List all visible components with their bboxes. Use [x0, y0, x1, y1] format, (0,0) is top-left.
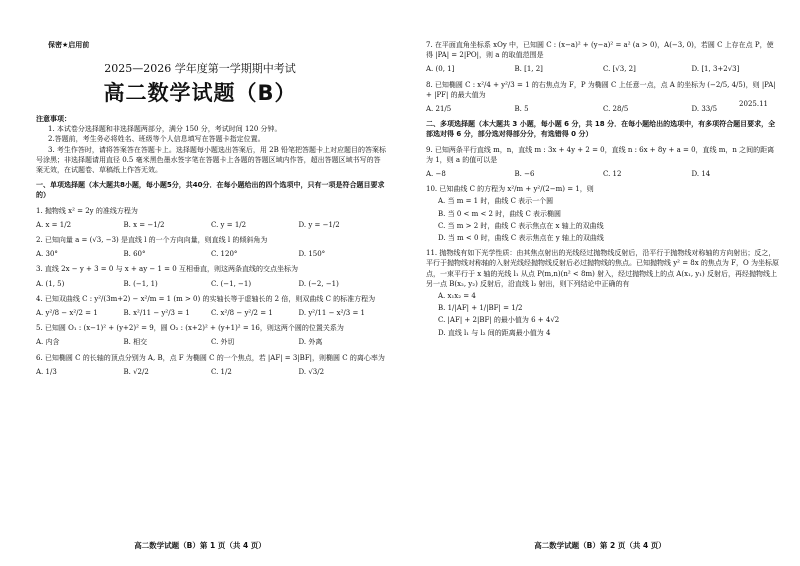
option-row — [36, 220, 386, 230]
question-stem: 8. 已知椭圆 C : x²/4 + y²/3 = 1 的右焦点为 F，P 为椭圆 C 上任意一点，点 A 的坐标为 (−2/5, 4/5)，则 |PA| + |PF| 的最大值为 — [426, 80, 776, 99]
option-c: C. (−1, −1) — [211, 279, 252, 288]
option-d: D. (−2, −1) — [298, 279, 339, 288]
option-row — [426, 169, 780, 179]
option-b: B. [1, 2] — [514, 65, 543, 74]
option-d: D. [1, 3+2√3] — [691, 65, 740, 74]
option-a: A. x = 1/2 — [36, 220, 72, 229]
question-9 — [426, 145, 780, 180]
question-5 — [36, 323, 386, 347]
option-row — [426, 64, 780, 74]
question-11 — [426, 248, 780, 338]
page-footer-right: 高二数学试题（B）第 2 页（共 4 页） — [534, 541, 666, 550]
option-b: B. 相交 — [123, 338, 148, 347]
note-item: 3. 考生作答时，请将答案答在答题卡上。选择题每小题选出答案后，用 2B 铅笔把答题卡上对应题目的答案标号涂黑；非选择题请用直径 0.5 毫米黑色墨水签字笔在答题卡上各题的答题区域内作答，超出答题区域书写的答案无效，在试题卷、草稿纸上作答无效。 — [36, 145, 386, 175]
option-c: C. 12 — [603, 170, 622, 179]
question-stem: 9. 已知两条平行直线 m，n，直线 m : 3x + 4y + 2 = 0，直线 n : 6x + 8y + a = 0，直线 m，n 之间的距离为 1，则 a 的值可以是 — [426, 145, 775, 164]
question-4 — [36, 294, 386, 318]
option-b: B. −6 — [514, 170, 535, 179]
option-d: D. 33/5 — [691, 105, 718, 114]
option-b: B. x²/11 − y²/3 = 1 — [123, 309, 190, 318]
option-c: C. x²/8 − y²/2 = 1 — [211, 309, 273, 318]
option-b: B. x = −1/2 — [123, 220, 165, 229]
exam-title: 高二数学试题（B） — [103, 81, 297, 105]
option-row — [36, 249, 386, 259]
section2-heading: 二、多项选择题（本大题共 3 小题，每小题 6 分，共 18 分．在每小题给出的选项中，有多项符合题目要求，全部选对得 6 分，部分选对得部分分，有选错得 0 分） — [426, 120, 776, 139]
option-d: D. √3/2 — [298, 367, 325, 376]
question-stem: 2. 已知向量 a = (√3, −3) 是直线 l 的一个方向向量，则直线 l 的倾斜角为 — [36, 236, 268, 245]
option-row — [36, 308, 386, 318]
option-b: B. √2/2 — [123, 367, 149, 376]
notes-heading: 注意事项： — [36, 115, 71, 123]
option-a: A. 当 m = 1 时，曲线 C 表示一个圆 — [438, 197, 554, 206]
option-b: B. 当 0 < m < 2 时，曲线 C 表示椭圆 — [438, 209, 562, 218]
option-c: C. 28/5 — [603, 105, 629, 114]
option-b: B. 60° — [123, 250, 146, 259]
option-d: D. 当 m < 0 时，曲线 C 表示焦点在 y 轴上的双曲线 — [438, 234, 604, 243]
question-stem: 3. 直线 2x − y + 3 = 0 与 x + ay − 1 = 0 互相垂直，则这两条直线的交点坐标为 — [36, 265, 298, 274]
question-3 — [36, 264, 386, 288]
note-item: 2.答题前，考生务必将姓名、班级等个人信息填写在答题卡指定位置。 — [48, 135, 265, 144]
question-6 — [36, 353, 386, 377]
option-b: B. 1/|AF| + 1/|BF| = 1/2 — [438, 304, 523, 313]
option-row — [36, 337, 386, 347]
option-d: D. 14 — [691, 170, 711, 179]
option-d: D. 直线 l₁ 与 l₂ 间的距离最小值为 4 — [438, 328, 551, 337]
question-10 — [426, 184, 780, 243]
question-7 — [426, 40, 780, 75]
option-c: C. 外切 — [211, 338, 235, 347]
option-d: D. 外离 — [298, 338, 323, 347]
question-stem: 7. 在平面直角坐标系 xOy 中，已知圆 C : (x−a)² + (y−a)² = a² (a > 0)，A(−3, 0)，若圆 C 上存在点 P，使得 |PA| = 2|PO|，则 a 的取值范围是 — [426, 41, 774, 60]
question-stem: 1. 抛物线 x² = 2y 的准线方程为 — [36, 206, 138, 215]
option-d: D. y²/11 − x²/3 = 1 — [298, 309, 365, 318]
option-a: A. 21/5 — [426, 105, 452, 114]
option-c: C. y = 1/2 — [211, 220, 247, 229]
option-c: C. 当 m > 2 时，曲线 C 表示焦点在 x 轴上的双曲线 — [438, 221, 604, 230]
option-row — [36, 367, 386, 377]
option-c: C. |AF| + 2|BF| 的最小值为 6 + 4√2 — [438, 316, 560, 325]
question-stem: 10. 已知曲线 C 的方程为 x²/m + y²/(2−m) = 1，则 — [426, 185, 594, 194]
question-stem: 11. 抛物线有如下光学性质：由其焦点射出的光线经过抛物线反射后，沿平行于抛物线对称轴的方向射出；反之，平行于抛物线对称轴的入射光线经抛物线反射后必过抛物线的焦点。已知抛物线 y² = 8x 的焦点为 F，O 为坐标原点，一束平行于 x 轴的光线 l₁ 从点 P(m,n)(n² < 8m) 射入，经过抛物线上的点 A(x₁, y₁) 反射后，再经抛物线上另一点 B(x₂, y₂) 反射后，沿直线 l₂ 射出，则下列结论中正确的有 — [426, 249, 779, 288]
exam-date: 2025.11 — [739, 100, 768, 108]
question-stem: 5. 已知圆 O₁ : (x−1)² + (y+2)² = 9，圆 O₂ : (x+2)² + (y+1)² = 16，则这两个圆的位置关系为 — [36, 324, 344, 333]
option-d: D. 150° — [298, 250, 326, 259]
question-1 — [36, 206, 386, 230]
section1-heading: 一、单项选择题（本大题共8小题，每小题5分，共40分．在每小题给出的四个选项中，只有一项是符合题目要求的） — [36, 181, 385, 200]
note-item: 1. 本试卷分选择题和非选择题两部分，满分 150 分，考试时间 120 分钟。 — [48, 125, 282, 134]
page-footer-left: 高二数学试题（B）第 1 页（共 4 页） — [134, 541, 266, 550]
option-a: A. 内含 — [36, 338, 60, 347]
option-c: C. 120° — [211, 250, 238, 259]
right-column-body — [426, 40, 780, 338]
secret-label: 保密★启用前 — [48, 41, 90, 49]
option-a: A. −8 — [426, 170, 446, 179]
question-stem: 6. 已知椭圆 C 的长轴的顶点分别为 A, B，点 F 为椭圆 C 的一个焦点，若 |AF| = 3|BF|，则椭圆 C 的离心率为 — [36, 353, 385, 362]
option-c: C. 1/2 — [211, 367, 232, 376]
option-c: C. [√3, 2] — [603, 65, 636, 74]
question-8 — [426, 80, 780, 115]
option-a: A. y²/8 − x²/2 = 1 — [36, 309, 98, 318]
question-2 — [36, 235, 386, 259]
exam-subtitle: 2025—2026 学年度第一学期期中考试 — [104, 62, 296, 75]
option-a: A. x₁x₂ = 4 — [438, 292, 476, 301]
option-a: A. (1, 5) — [36, 279, 65, 288]
question-stem: 4. 已知双曲线 C : y²/(3m+2) − x²/m = 1 (m > 0) 的实轴长等于虚轴长的 2 倍，则双曲线 C 的标准方程为 — [36, 294, 376, 303]
option-b: B. (−1, 1) — [123, 279, 158, 288]
option-a: A. 1/3 — [36, 367, 57, 376]
option-row — [36, 279, 386, 289]
option-a: A. (0, 1] — [426, 65, 455, 74]
option-b: B. 5 — [514, 105, 529, 114]
option-d: D. y = −1/2 — [298, 220, 340, 229]
option-row — [426, 104, 780, 114]
option-a: A. 30° — [36, 250, 58, 259]
left-column — [36, 114, 386, 377]
